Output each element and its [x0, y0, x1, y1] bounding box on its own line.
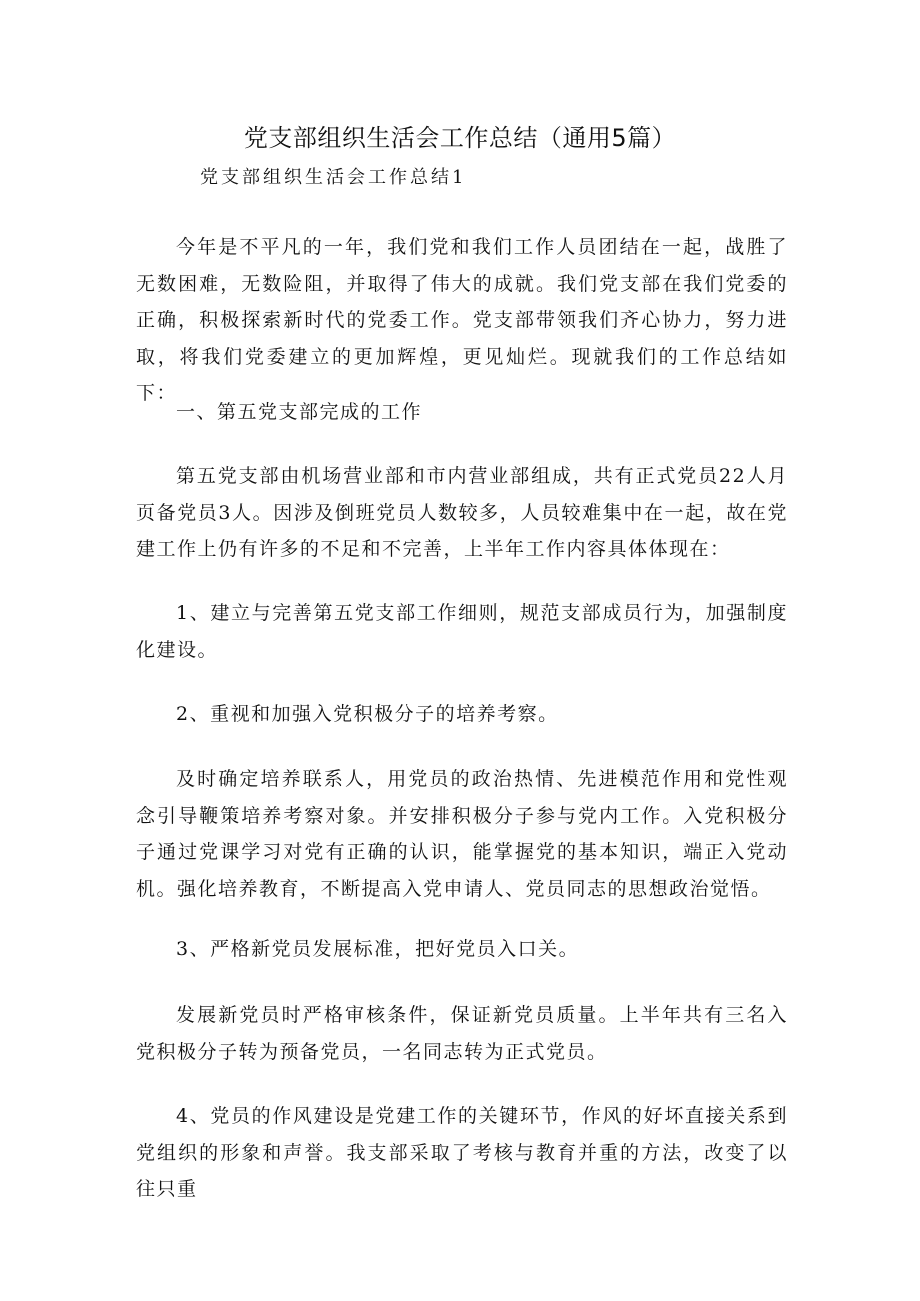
- paragraph-item-2: 2、重视和加强入党积极分子的培养考察。: [176, 703, 559, 725]
- document-title: 党支部组织生活会工作总结（通用5篇）: [243, 124, 677, 152]
- paragraph-branch-overview: 第五党支部由机场营业部和市内营业部组成，共有正式党员22人月页备党员3人。因涉及倒班党员人数较多，人员较难集中在一起，故在党建工作上仍有许多的不足和不完善，上半年工作内容具体体现在：: [136, 465, 788, 560]
- paragraph-activist-training: 及时确定培养联系人，用党员的政治热情、先进模范作用和党性观念引导鞭策培养考察对象。并安排积极分子参与党内工作。入党积极分子通过党课学习对党有正确的认识，能掌握党的基本知识，端正入党动机。强化培养教育，不断提高入党申请人、党员同志的思想政治觉悟。: [136, 768, 788, 900]
- paragraph-new-members: 发展新党员时严格审核条件，保证新党员质量。上半年共有三名入党积极分子转为预备党员，一名同志转为正式党员。: [136, 1004, 788, 1063]
- heading-section-one: 一、第五党支部完成的工作: [176, 401, 423, 423]
- paragraph-item-4: 4、党员的作风建设是党建工作的关键环节，作风的好坏直接关系到党组织的形象和声誉。我支部采取了考核与教育并重的方法，改变了以往只重: [136, 1105, 788, 1200]
- paragraph-item-3: 3、严格新党员发展标准，把好党员入口关。: [176, 938, 580, 960]
- section-subtitle: 党支部组织生活会工作总结1: [200, 167, 467, 188]
- paragraph-item-1: 1、建立与完善第五党支部工作细则，规范支部成员行为，加强制度化建设。: [136, 602, 788, 661]
- paragraph-intro: 今年是不平凡的一年，我们党和我们工作人员团结在一起，战胜了无数困难，无数险阻，并取得了伟大的成就。我们党支部在我们党委的正确，积极探索新时代的党委工作。党支部带领我们齐心协力，努力进取，将我们党委建立的更加辉煌，更见灿烂。现就我们的工作总结如下：: [136, 236, 788, 404]
